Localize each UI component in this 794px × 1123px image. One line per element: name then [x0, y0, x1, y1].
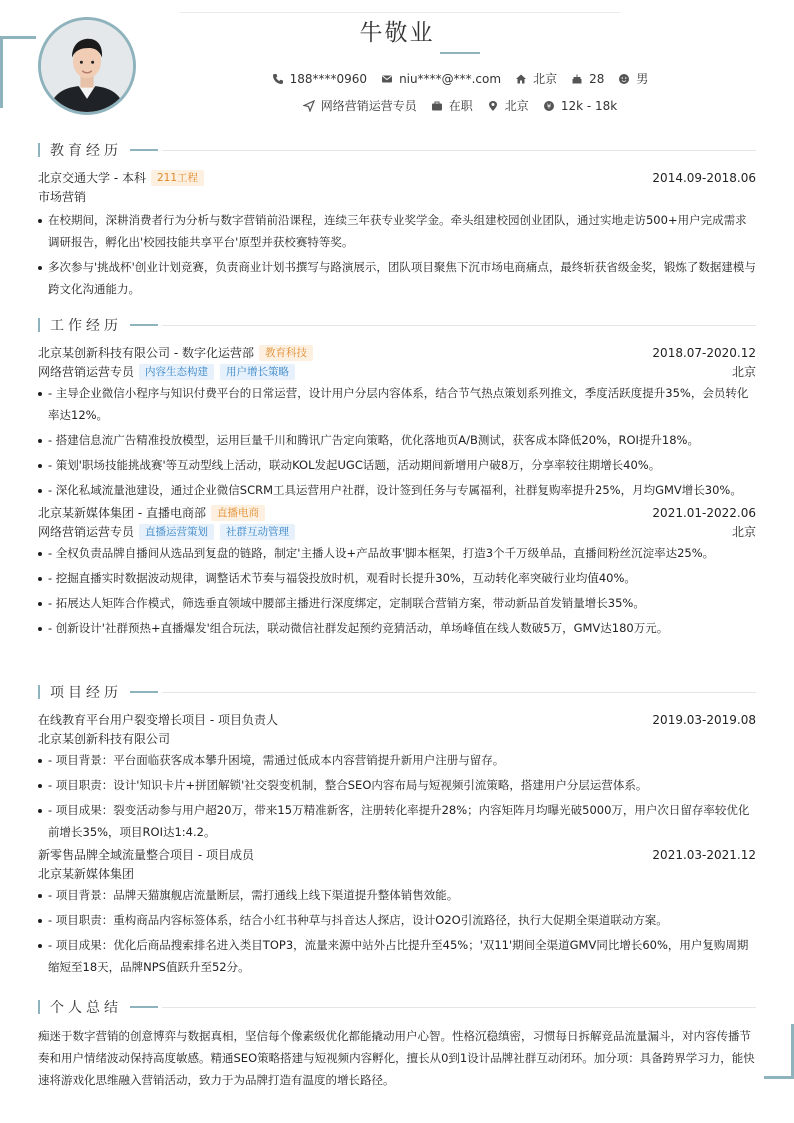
project-date: 2021.03-2021.12: [652, 847, 756, 862]
job-entry-header: [38, 503, 756, 522]
list-item: - 创新设计'社群预热+直播爆发'组合玩法，联动微信社群发起预约竞猜活动，单场峰值在线人数破5万，GMV达180万元。: [38, 617, 756, 639]
job-role: 网络营销运营专员: [38, 365, 135, 379]
project-org: 北京某创新科技有限公司: [38, 732, 171, 746]
list-item: - 项目成果：裂变活动参与用户超20万，带来15万精准新客，注册转化率提升28%；内容矩阵月均曝光破5000万，用户次日留存率较优化前增长35%，项目ROI达1:4.2。: [38, 799, 756, 843]
city-text: 北京: [504, 99, 529, 113]
project-bullets: [38, 884, 756, 978]
list-item: - 项目背景：平台面临获客成本攀升困境，需通过低成本内容营销提升新用户注册与留存。: [38, 749, 756, 771]
education-bullets: [38, 209, 756, 300]
education-date: 2014.09-2018.06: [652, 170, 756, 185]
section-header: [38, 998, 756, 1016]
project-entry-header: [38, 710, 756, 729]
gender-icon: [618, 73, 630, 85]
list-item: - 拓展达人矩阵合作模式，筛选垂直领域中腰部主播进行深度绑定，定制联合营销方案，带动新品首发销量增长35%。: [38, 592, 756, 614]
phone-text: 188****0960: [289, 71, 368, 86]
job-date: 2021.01-2022.06: [652, 505, 756, 520]
list-item: - 项目职责：设计'知识卡片+拼团解锁'社交裂变机制，整合SEO内容布局与短视频引流策略，搭建用户分层运营体系。: [38, 774, 756, 796]
skill-tag: 用户增长策略: [220, 364, 295, 380]
list-item: - 项目成果：优化后商品搜索排名进入类目TOP3，流量来源中站外占比提升至45%；'双11'期间全渠道GMV同比增长60%，用户复购周期缩短至18天，品牌NPS值跃升至52分。: [38, 934, 756, 978]
list-item: 多次参与'挑战杯'创业计划竞赛，负责商业计划书撰写与路演展示，团队项目聚焦下沉市场电商痛点，最终斩获省级金奖，锻炼了数据建模与跨文化沟通能力。: [38, 256, 756, 300]
mail-icon: [381, 73, 393, 85]
project-name: 在线教育平台用户裂变增长项目 - 项目负责人: [38, 713, 278, 727]
corner-decoration-bottom: [764, 1076, 794, 1079]
hometown-text: 北京: [533, 72, 558, 86]
list-item: - 全权负责品牌自播间从选品到复盘的链路，制定'主播人设+产品故事'脚本框架，打造3个千万级单品，直播间粉丝沉淀率达25%。: [38, 542, 756, 564]
cake-icon: [571, 73, 583, 85]
education-entry-header: [38, 168, 756, 187]
job-bullets: [38, 542, 756, 639]
list-item: - 项目背景：品牌天猫旗舰店流量断层，需打通线上线下渠道提升整体销售效能。: [38, 884, 756, 906]
info-salary: [543, 99, 617, 113]
company-name: 北京某创新科技有限公司 - 数字化运营部: [38, 346, 254, 360]
briefcase-icon: [431, 100, 443, 112]
list-item: - 项目职责：重构商品内容标签体系，结合小红书种草与抖音达人探店，设计O2O引流路径，执行大促期全渠道联动方案。: [38, 909, 756, 931]
intent-row: [0, 97, 794, 114]
company-name: 北京某新媒体集团 - 直播电商部: [38, 506, 206, 520]
job-entry-header: [38, 343, 756, 362]
email-text: niu****@***.com: [399, 71, 502, 86]
project-name: 新零售品牌全域流量整合项目 - 项目成员: [38, 848, 254, 862]
project-org: 北京某新媒体集团: [38, 867, 135, 881]
section-header: [38, 316, 756, 334]
project-bullets: [38, 749, 756, 843]
home-icon: [515, 73, 527, 85]
candidate-name: 牛敬业: [359, 20, 435, 46]
industry-tag: 直播电商: [211, 505, 265, 521]
info-hometown: [515, 70, 557, 87]
school-tag: 211工程: [151, 170, 204, 186]
phone-icon: [272, 73, 284, 85]
list-item: - 挖掘直播实时数据波动规律，调整话术节奏与福袋投放时机，观看时长提升30%，互动转化率突破行业均值40%。: [38, 567, 756, 589]
info-status: [431, 97, 473, 114]
education-section: [38, 141, 756, 300]
section-title: 工作经历: [50, 318, 122, 334]
list-item: - 搭建信息流广告精准投放模型，运用巨量千川和腾讯广告定向策略，优化落地页A/B测试，获客成本降低20%，ROI提升18%。: [38, 429, 756, 451]
info-position: [303, 97, 417, 114]
section-title: 项目经历: [50, 685, 122, 701]
section-title: 教育经历: [50, 143, 122, 159]
send-icon: [303, 100, 315, 112]
list-item: - 策划'职场技能挑战赛'等互动型线上活动，联动KOL发起UGC话题，活动期间新增用户破8万，分享率较往期增长40%。: [38, 454, 756, 476]
salary-text: 12k - 18k: [560, 98, 618, 113]
list-item: - 主导企业微信小程序与知识付费平台的日常运营，设计用户分层内容体系，结合节气热点策划系列推文，季度活跃度提升35%，会员转化率达12%。: [38, 382, 756, 426]
top-divider: [180, 12, 620, 13]
major: 市场营销: [38, 190, 87, 204]
info-age: [571, 72, 604, 86]
work-section: [38, 316, 756, 639]
list-item: 在校期间，深耕消费者行为分析与数字营销前沿课程，连续三年获专业奖学金。牵头组建校园创业团队，通过实地走访500+用户完成需求调研报告，孵化出'校园技能共享平台'原型并获校赛特等奖。: [38, 209, 756, 253]
info-email: [381, 72, 501, 86]
name-underline: [440, 52, 480, 54]
project-date: 2019.03-2019.08: [652, 712, 756, 727]
project-entry-header: [38, 845, 756, 864]
info-phone: [272, 72, 367, 86]
summary-section: [38, 998, 756, 1091]
section-title: 个人总结: [50, 1000, 122, 1016]
contact-row: [0, 70, 794, 87]
section-header: [38, 141, 756, 159]
section-header: [38, 683, 756, 701]
job-role: 网络营销运营专员: [38, 525, 135, 539]
job-role-row: [38, 362, 756, 381]
list-item: - 深化私域流量池建设，通过企业微信SCRM工具运营用户社群，设计签到任务与专属福利，社群复购率提升25%，月均GMV增长30%。: [38, 479, 756, 501]
svg-text:¥: ¥: [546, 102, 552, 111]
skill-tag: 直播运营策划: [139, 524, 214, 540]
skill-tag: 内容生态构建: [139, 364, 214, 380]
gender-text: 男: [636, 72, 649, 86]
status-text: 在职: [448, 99, 473, 113]
age-text: 28: [589, 71, 605, 86]
projects-section: [38, 683, 756, 978]
job-city: 北京: [731, 365, 756, 379]
summary-text: 痴迷于数字营销的创意博弈与数据真相，坚信每个像素级优化都能撬动用户心智。性格沉稳缜密，习惯每日拆解竞品流量漏斗，对内容传播节奏和用户情绪波动保持高度敏感。精通SEO策略搭建与短视频内容孵化，擅长从0到1设计品牌社群互动闭环。加分项：具备跨界学习力，能快速将游戏化思维融入营销活动，致力于为品牌打造有温度的增长路径。: [38, 1029, 755, 1087]
location-icon: [487, 100, 499, 112]
job-date: 2018.07-2020.12: [652, 345, 756, 360]
position-text: 网络营销运营专员: [320, 99, 417, 113]
job-city: 北京: [731, 525, 756, 539]
skill-tag: 社群互动管理: [220, 524, 295, 540]
school-name: 北京交通大学 - 本科: [38, 171, 146, 185]
info-city: [487, 97, 529, 114]
job-bullets: [38, 382, 756, 501]
info-gender: [618, 70, 648, 87]
salary-icon: [543, 100, 555, 112]
industry-tag: 教育科技: [259, 345, 313, 361]
job-role-row: [38, 522, 756, 541]
